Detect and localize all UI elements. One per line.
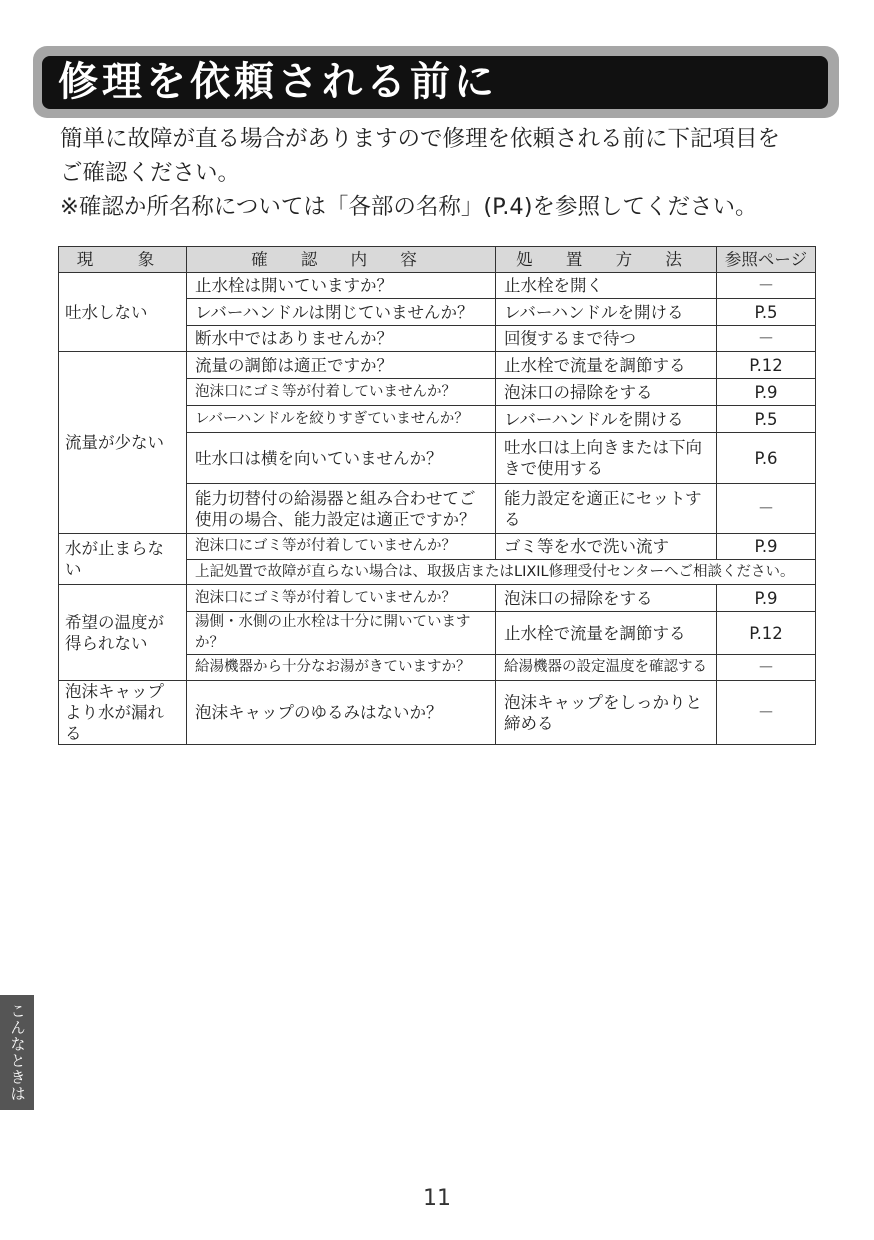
check-cell: 泡沫口にゴミ等が付着していませんか？ (187, 379, 496, 406)
check-cell: 泡沫キャップのゆるみはないか？ (187, 681, 496, 745)
table-row (59, 585, 816, 612)
ref-cell: P.6 (717, 433, 816, 484)
table-row (59, 681, 816, 745)
table-row (59, 273, 816, 299)
intro-line-1: 簡単に故障が直る場合がありますので修理を依頼される前に下記項目を (60, 126, 781, 152)
check-cell: 吐水口は横を向いていませんか？ (187, 433, 496, 484)
check-cell: 流量の調節は適正ですか？ (187, 352, 496, 379)
action-cell: ゴミ等を水で洗い流す (496, 534, 717, 560)
ref-cell: P.9 (717, 379, 816, 406)
ref-cell: － (717, 484, 816, 534)
symptom-cell: 吐水しない (59, 273, 187, 352)
check-cell: 能力切替付の給湯器と組み合わせてご使用の場合、能力設定は適正ですか？ (187, 484, 496, 534)
symptom-cell: 水が止まらない (59, 534, 187, 585)
troubleshooting-table (58, 246, 816, 745)
ref-cell: P.5 (717, 299, 816, 326)
action-cell: 給湯機器の設定温度を確認する (496, 655, 717, 681)
action-cell: レバーハンドルを開ける (496, 406, 717, 433)
ref-cell: － (717, 273, 816, 299)
intro-line-2: ご確認ください。 (60, 160, 241, 186)
note-cell: 上記処置で故障が直らない場合は、取扱店またはLIXIL修理受付センターへご相談ください。 (187, 560, 816, 585)
ref-cell: P.12 (717, 612, 816, 655)
check-cell: 湯側・水側の止水栓は十分に開いていますか？ (187, 612, 496, 655)
header-ref: 参照ページ (717, 247, 816, 273)
table-header-row (59, 247, 816, 273)
header-check: 確 認 内 容 (187, 247, 496, 273)
check-cell: レバーハンドルは閉じていませんか？ (187, 299, 496, 326)
action-cell: 止水栓を開く (496, 273, 717, 299)
ref-cell: － (717, 655, 816, 681)
ref-cell: P.5 (717, 406, 816, 433)
check-cell: 給湯機器から十分なお湯がきていますか？ (187, 655, 496, 681)
ref-cell: P.9 (717, 534, 816, 560)
action-cell: 泡沫口の掃除をする (496, 585, 717, 612)
page-number: 11 (423, 1186, 451, 1211)
side-section-tab: こんなときは (0, 995, 34, 1110)
check-cell: レバーハンドルを絞りすぎていませんか？ (187, 406, 496, 433)
symptom-cell: 泡沫キャップより水が漏れる (59, 681, 187, 745)
intro-text (60, 122, 840, 224)
action-cell: レバーハンドルを開ける (496, 299, 717, 326)
action-cell: 吐水口は上向きまたは下向きで使用する (496, 433, 717, 484)
action-cell: 回復するまで待つ (496, 326, 717, 352)
symptom-cell: 希望の温度が得られない (59, 585, 187, 681)
check-cell: 泡沫口にゴミ等が付着していませんか？ (187, 585, 496, 612)
ref-cell: － (717, 681, 816, 745)
action-cell: 止水栓で流量を調節する (496, 352, 717, 379)
action-cell: 止水栓で流量を調節する (496, 612, 717, 655)
page-title: 修理を依頼される前に (58, 59, 498, 105)
action-cell: 泡沫口の掃除をする (496, 379, 717, 406)
action-cell: 能力設定を適正にセットする (496, 484, 717, 534)
table-row (59, 534, 816, 560)
table-row (59, 352, 816, 379)
action-cell: 泡沫キャップをしっかりと締める (496, 681, 717, 745)
check-cell: 泡沫口にゴミ等が付着していませんか？ (187, 534, 496, 560)
check-cell: 止水栓は開いていますか？ (187, 273, 496, 299)
ref-cell: P.12 (717, 352, 816, 379)
ref-cell: － (717, 326, 816, 352)
header-action: 処 置 方 法 (496, 247, 717, 273)
symptom-cell: 流量が少ない (59, 352, 187, 534)
intro-line-3: ※確認か所名称については「各部の名称」(P.4)を参照してください。 (60, 194, 758, 220)
header-symptom: 現 象 (59, 247, 187, 273)
ref-cell: P.9 (717, 585, 816, 612)
check-cell: 断水中ではありませんか？ (187, 326, 496, 352)
